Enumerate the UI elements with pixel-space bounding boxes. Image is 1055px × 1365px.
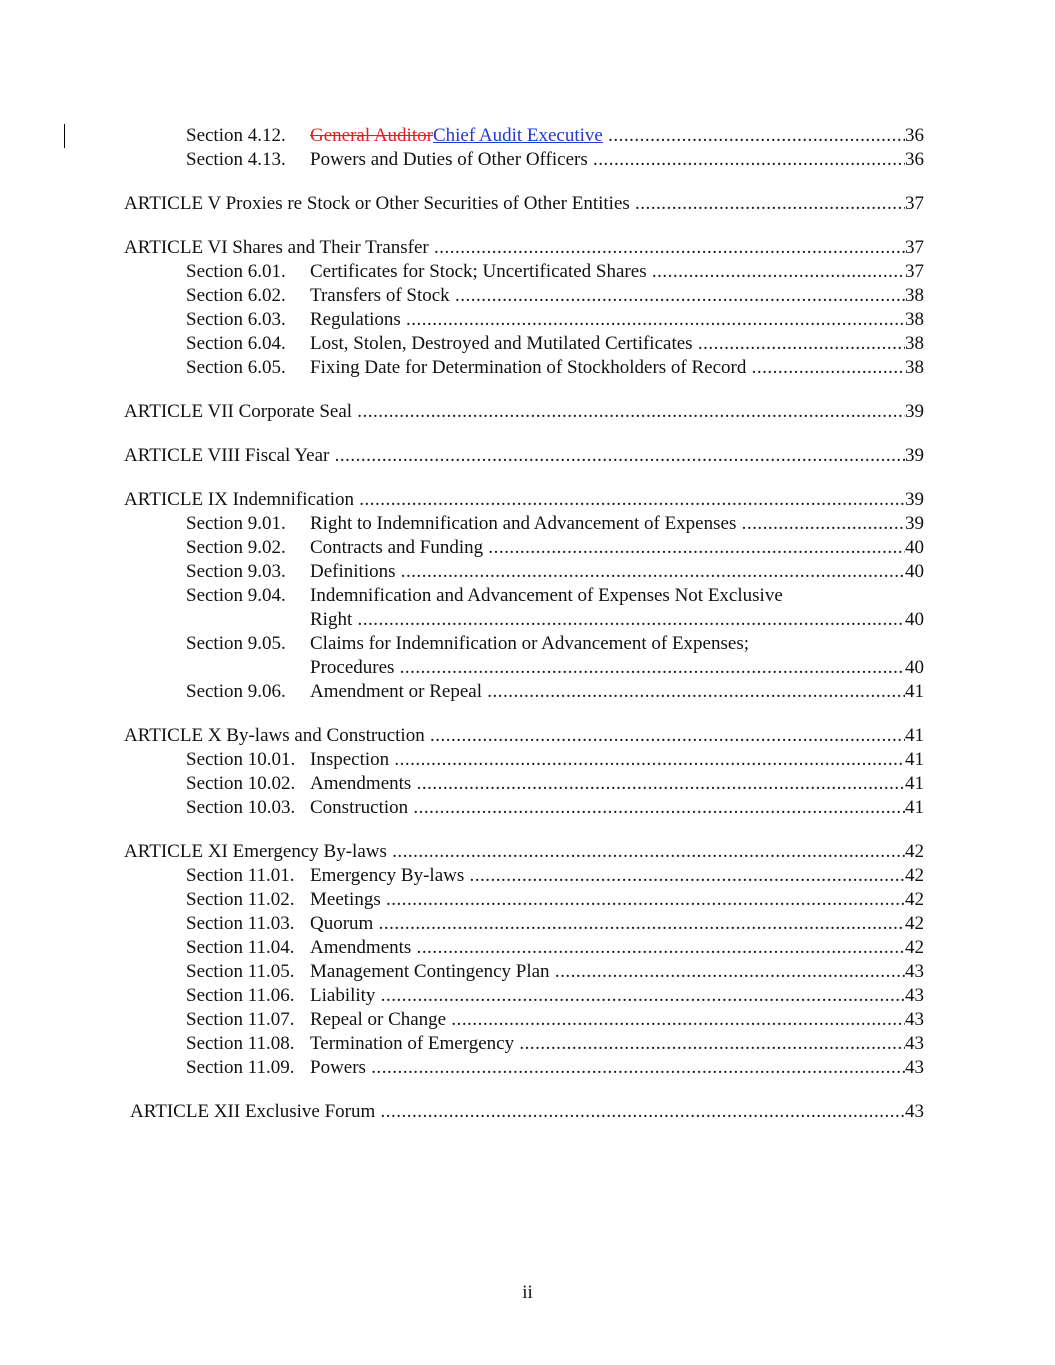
section-title [310, 680, 905, 704]
section-title [310, 796, 905, 820]
title-text: Termination of Emergency [310, 1033, 515, 1054]
section-number: Section 11.02. [186, 889, 295, 910]
section-title-line-1: Indemnification and Advancement of Expenses Not Exclusive [310, 585, 783, 606]
page-number: 43 [905, 1009, 924, 1030]
section-number: Section 9.02. [186, 537, 286, 558]
title-text: Transfers of Stock [310, 285, 450, 306]
title-text: Meetings [310, 889, 381, 910]
title-text: Definitions [310, 561, 396, 582]
section-number: Section 6.03. [186, 309, 286, 330]
section-title [310, 960, 905, 984]
section-title-line-1: Claims for Indemnification or Advancement of Expenses; [310, 633, 749, 654]
page-number: 36 [905, 125, 924, 146]
title-text: Right to Indemnification and Advancement of Expenses [310, 513, 737, 534]
page-number: 37 [905, 237, 924, 258]
title-text: Liability [310, 985, 376, 1006]
page-number: 39 [905, 513, 924, 534]
page-number: 40 [905, 537, 924, 558]
title-text: ARTICLE X By-laws and Construction [124, 725, 425, 746]
section-title [310, 536, 905, 560]
article-title [124, 724, 905, 748]
section-number: Section 9.05. [186, 633, 286, 654]
title-text: ARTICLE VII Corporate Seal [124, 401, 353, 422]
section-number: Section 11.06. [186, 985, 295, 1006]
section-number: Section 6.04. [186, 333, 286, 354]
section-title [310, 284, 905, 308]
title-text: Contracts and Funding [310, 537, 484, 558]
section-title [310, 1008, 905, 1032]
title-text: Inspection [310, 749, 390, 770]
section-number: Section 10.02. [186, 773, 296, 794]
title-text: ARTICLE VIII Fiscal Year [124, 445, 330, 466]
section-title [310, 560, 905, 584]
page-number: 43 [905, 1101, 924, 1122]
title-text: Amendments [310, 937, 412, 958]
page-footer-number: ii [522, 1282, 533, 1303]
section-title [310, 748, 905, 772]
article-title [124, 840, 905, 864]
title-text: ARTICLE VI Shares and Their Transfer [124, 237, 429, 258]
page-number: 39 [905, 489, 924, 510]
section-number: Section 9.06. [186, 681, 286, 702]
section-title [310, 356, 905, 380]
section-number: Section 11.07. [186, 1009, 295, 1030]
title-text: Emergency By-laws [310, 865, 465, 886]
page-number: 36 [905, 149, 924, 170]
section-title [310, 864, 905, 888]
title-text: ARTICLE XI Emergency By-laws [124, 841, 387, 862]
article-title [124, 488, 905, 512]
article-title [130, 1100, 905, 1124]
page-number: 43 [905, 1057, 924, 1078]
section-title [310, 984, 905, 1008]
section-number: Section 11.03. [186, 913, 295, 934]
section-number: Section 9.04. [186, 585, 286, 606]
section-number: Section 6.01. [186, 261, 286, 282]
section-number: Section 10.01. [186, 749, 296, 770]
page-number: 38 [905, 357, 924, 378]
section-number: Section 4.12. [186, 125, 286, 146]
section-title [310, 772, 905, 796]
title-text: Management Contingency Plan [310, 961, 550, 982]
change-bar [64, 124, 65, 148]
title-text: ARTICLE V Proxies re Stock or Other Securities of Other Entities [124, 193, 630, 214]
title-text: Repeal or Change [310, 1009, 447, 1030]
title-text: Lost, Stolen, Destroyed and Mutilated Certificates [310, 333, 693, 354]
page-number: 38 [905, 285, 924, 306]
section-number: Section 6.02. [186, 285, 286, 306]
page-number: 42 [905, 889, 924, 910]
page-number: 41 [905, 749, 924, 770]
section-number: Section 11.09. [186, 1057, 295, 1078]
section-title [310, 332, 905, 356]
section-number: Section 4.13. [186, 149, 286, 170]
title-text: Construction [310, 797, 409, 818]
title-text: Quorum [310, 913, 374, 934]
title-text: Certificates for Stock; Uncertificated Shares [310, 261, 647, 282]
section-title [310, 608, 905, 632]
page-number: 42 [905, 937, 924, 958]
article-title [124, 192, 905, 216]
section-number: Section 11.05. [186, 961, 295, 982]
section-title [310, 888, 905, 912]
page-number: 43 [905, 961, 924, 982]
section-title [310, 1056, 905, 1080]
inserted-text: Chief Audit Executive [432, 125, 603, 146]
page-number: 42 [905, 841, 924, 862]
section-number: Section 11.01. [186, 865, 295, 886]
page-number: 43 [905, 985, 924, 1006]
page-number: 38 [905, 333, 924, 354]
page-number: 41 [905, 797, 924, 818]
section-number: Section 10.03. [186, 797, 296, 818]
section-number: Section 11.04. [186, 937, 295, 958]
page-number: 37 [905, 261, 924, 282]
section-number: Section 9.01. [186, 513, 286, 534]
deleted-text: General Auditor [310, 125, 433, 146]
section-title [310, 656, 905, 680]
article-title [124, 444, 905, 468]
section-number: Section 11.08. [186, 1033, 295, 1054]
page-number: 39 [905, 445, 924, 466]
page-number: 41 [905, 681, 924, 702]
page-number: 42 [905, 865, 924, 886]
page-number: 41 [905, 773, 924, 794]
article-title [124, 400, 905, 424]
page-number: 37 [905, 193, 924, 214]
page-number: 42 [905, 913, 924, 934]
title-text: Amendment or Repeal [310, 681, 483, 702]
page-number: 38 [905, 309, 924, 330]
section-title [310, 124, 905, 148]
section-title [310, 912, 905, 936]
article-title [124, 236, 905, 260]
title-text: Amendments [310, 773, 412, 794]
page-number: 40 [905, 657, 924, 678]
section-title-text: Procedures [310, 657, 395, 678]
section-title [310, 936, 905, 960]
page-number: 43 [905, 1033, 924, 1054]
page-number: 40 [905, 609, 924, 630]
title-text: ARTICLE IX Indemnification [124, 489, 354, 510]
section-title [310, 260, 905, 284]
section-title [310, 148, 905, 172]
section-title [310, 512, 905, 536]
section-title [310, 308, 905, 332]
title-text: Regulations [310, 309, 401, 330]
section-number: Section 6.05. [186, 357, 286, 378]
title-text: Powers [310, 1057, 366, 1078]
title-text: Fixing Date for Determination of Stockholders of Record [310, 357, 747, 378]
section-title-text: Right [310, 609, 353, 630]
page-number: 41 [905, 725, 924, 746]
section-title [310, 1032, 905, 1056]
page-number: 39 [905, 401, 924, 422]
title-text: ARTICLE XII Exclusive Forum [130, 1101, 376, 1122]
title-text: Powers and Duties of Other Officers [310, 149, 588, 170]
section-number: Section 9.03. [186, 561, 286, 582]
page-number: 40 [905, 561, 924, 582]
